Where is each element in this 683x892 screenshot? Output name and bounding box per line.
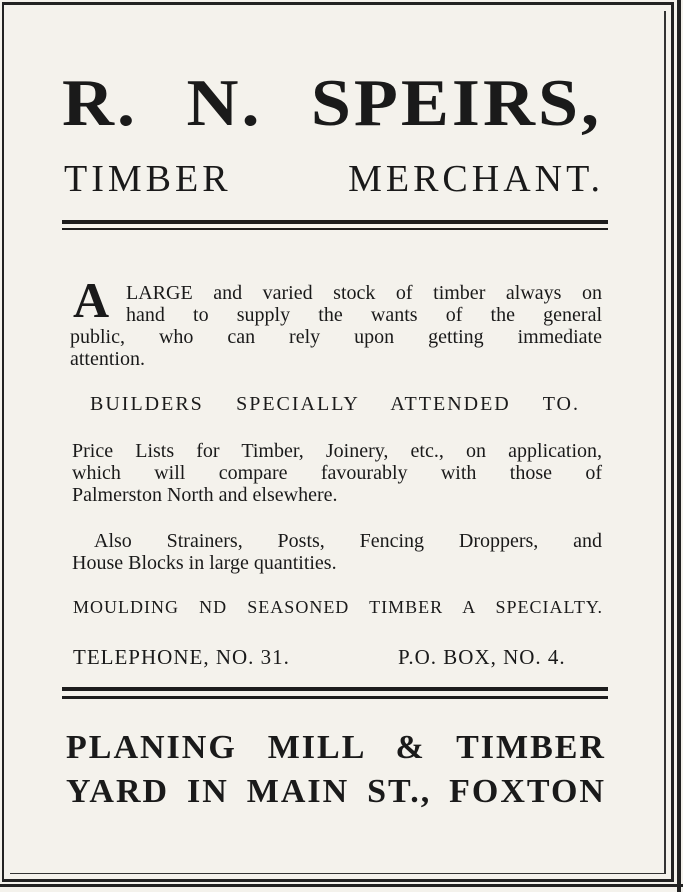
intro-line: hand to supply the wants of the general [126, 304, 602, 326]
builders-notice: BUILDERS SPECIALLY ATTENDED TO. [90, 393, 580, 415]
also-line: Also Strainers, Posts, Fencing Droppers, and [94, 530, 602, 552]
also-line: House Blocks in large quantities. [72, 552, 337, 574]
trade-title: TIMBER MERCHANT. [64, 158, 604, 200]
price-line: which will compare favourably with those of [72, 462, 602, 484]
price-line: Palmerston North and elsewhere. [72, 484, 338, 506]
intro-line: attention. [70, 348, 145, 370]
price-line: Price Lists for Timber, Joinery, etc., on application, [72, 440, 602, 462]
intro-line: public, who can rely upon getting immediate [70, 326, 602, 348]
moulding-notice: MOULDING ND SEASONED TIMBER A SPECIALTY. [73, 597, 603, 617]
drop-cap: A [73, 272, 110, 328]
merchant-name: R. N. SPEIRS, [62, 66, 602, 140]
intro-line: LARGE and varied stock of timber always on [126, 282, 602, 304]
po-box: P.O. BOX, NO. 4. [398, 645, 566, 669]
telephone-number: TELEPHONE, NO. 31. [73, 645, 290, 669]
footer-line-2: YARD IN MAIN ST., FOXTON [66, 773, 606, 810]
bottom-divider-thin [62, 696, 608, 699]
also-paragraph [72, 530, 602, 574]
bottom-divider [62, 687, 608, 691]
top-divider-thin [62, 228, 608, 230]
top-divider [62, 220, 608, 224]
price-paragraph [72, 440, 602, 506]
intro-paragraph [70, 282, 602, 370]
footer-line-1: PLANING MILL & TIMBER [66, 729, 606, 766]
